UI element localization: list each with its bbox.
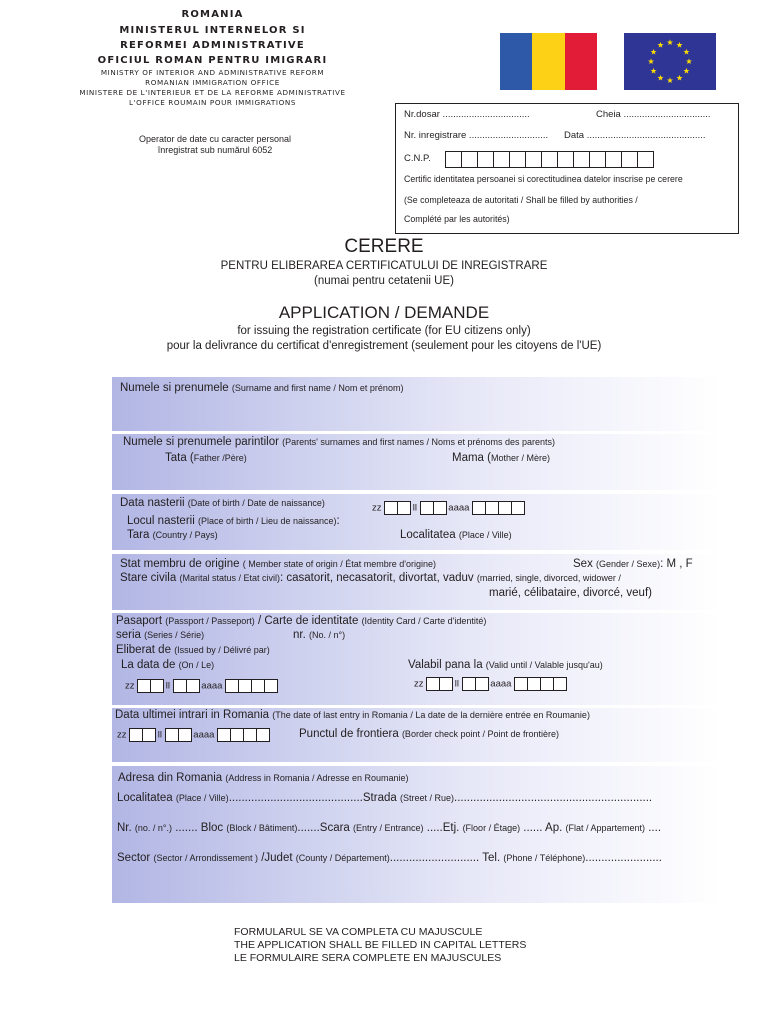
authority-note1: (Se completeaza de autoritati / Shall be filled by authorities / <box>404 195 638 205</box>
issue-date-label: La data de (On / Le) <box>121 659 215 671</box>
title-cerere-sub2: (numai pentru cetatenii UE) <box>314 275 454 287</box>
address-label: Adresa din Romania (Address in Romania / Adresse en Roumanie) <box>118 772 409 784</box>
passport-series-label: seria (Series / Série) <box>116 629 205 641</box>
section-parents[interactable] <box>112 434 722 490</box>
certify-text: Certific identitatea persoanei si corectitudinea datelor inscrise pe cerere <box>404 174 683 184</box>
passport-label: Pasaport (Passport / Passeport) / Carte de identitate (Identity Card / Carte d'identité) <box>116 615 487 627</box>
nr-inregistrare-field[interactable]: Nr. inregistrare .............................. <box>404 130 549 141</box>
footer-line1: FORMULARUL SE VA COMPLETA CU MAJUSCULE <box>234 926 483 938</box>
mother-label: Mama (Mother / Mère) <box>452 452 550 464</box>
header-ministry-fr: MINISTERE DE L'INTERIEUR ET DE LA REFORME ADMINISTRATIVE <box>79 88 346 97</box>
marital-status-label: Stare civila (Marital status / Etat civil): casatorit, necasatorit, divortat, vaduv (married, single, divorced, widower / <box>120 572 621 584</box>
cnp-boxes[interactable] <box>445 151 653 168</box>
sex-label: Sex (Gender / Sexe): M , F <box>573 558 693 570</box>
nr-dosar-field[interactable]: Nr.dosar ................................. <box>404 109 530 120</box>
section-address[interactable] <box>112 766 722 903</box>
title-application-en: for issuing the registration certificate (for EU citizens only) <box>237 325 531 337</box>
section-name[interactable] <box>112 377 722 431</box>
header-office-en: ROMANIAN IMMIGRATION OFFICE <box>145 78 280 87</box>
issued-by-label: Eliberat de (Issued by / Délivré par) <box>116 644 270 656</box>
eu-flag-icon <box>624 33 716 90</box>
address-line-locality: Localitatea (Place / Ville)..........................................Strada (Street / Rue).............................................................. <box>117 792 653 804</box>
passport-number-label: nr. (No. / n°) <box>293 629 346 641</box>
header-country: ROMANIA <box>181 9 244 20</box>
parents-label: Numele si prenumele parintilor (Parents' surnames and first names / Noms et prénoms des parents) <box>123 436 556 448</box>
valid-until-boxes: zz ll aaaa <box>414 677 566 691</box>
data-field[interactable]: Data ............................................. <box>564 130 706 141</box>
origin-state-label: Stat membru de origine ( Member state of origin / État membre d'origine) <box>120 558 437 570</box>
section-origin[interactable] <box>112 554 722 610</box>
birth-date-boxes: zz ll aaaa <box>372 501 524 515</box>
header-office-fr: L'OFFICE ROUMAIN POUR IMMIGRATIONS <box>129 98 296 107</box>
header-office: OFICIUL ROMAN PENTRU IMIGRARI <box>97 55 328 66</box>
title-application: APPLICATION / DEMANDE <box>278 303 490 322</box>
address-line-sector: Sector (Sector / Arrondissement ) /Judet (County / Département)............................ Tel. (Phone / Téléphone)........................ <box>117 852 662 864</box>
section-birth[interactable] <box>112 494 722 550</box>
border-point-label: Punctul de frontiera (Border check point / Point de frontière) <box>299 728 560 740</box>
section-last-entry[interactable] <box>112 708 722 762</box>
romanian-flag-icon <box>500 33 597 90</box>
footer-line2: THE APPLICATION SHALL BE FILLED IN CAPITAL LETTERS <box>234 939 527 951</box>
operator-line2: înregistrat sub numărul 6052 <box>157 145 273 155</box>
marital-status-fr: marié, célibataire, divorcé, veuf) <box>489 587 652 599</box>
birth-place-label: Locul nasterii (Place of birth / Lieu de naissance): <box>127 515 340 527</box>
birth-locality-label: Localitatea (Place / Ville) <box>400 529 512 541</box>
title-application-fr: pour la delivrance du certificat d'enregistrement (seulement pour les citoyens de l'UE) <box>166 340 602 352</box>
header-ministry-line1: MINISTERUL INTERNELOR SI <box>119 25 306 36</box>
address-line-building: Nr. (no. / n°.) ....... Bloc (Block / Bâtiment).......Scara (Entry / Entrance) .....Etj. (Floor / Étage) ...... Ap. (Flat / Appartement) .... <box>117 822 662 834</box>
header-ministry-line2: REFORMEI ADMINISTRATIVE <box>120 40 305 51</box>
operator-line1: Operator de date cu caracter personal <box>138 134 292 144</box>
authority-box <box>395 103 739 234</box>
section-passport[interactable] <box>112 613 722 705</box>
valid-until-label: Valabil pana la (Valid until / Valable jusqu'au) <box>408 659 603 671</box>
birth-date-label: Data nasterii (Date of birth / Date de naissance) <box>120 497 325 509</box>
cnp-label: C.N.P. <box>404 153 431 164</box>
title-cerere-sub1: PENTRU ELIBERAREA CERTIFICATULUI DE INREGISTRARE <box>220 260 548 272</box>
header-ministry-en: MINISTRY OF INTERIOR AND ADMINISTRATIVE REFORM <box>100 68 325 77</box>
cheia-field[interactable]: Cheia ................................. <box>596 109 711 120</box>
last-entry-boxes: zz ll aaaa <box>117 728 269 742</box>
father-label: Tata (Father /Père) <box>165 452 247 464</box>
name-label: Numele si prenumele (Surname and first name / Nom et prénom) <box>120 382 404 394</box>
authority-note2: Complété par les autorités) <box>404 214 510 224</box>
last-entry-label: Data ultimei intrari in Romania (The date of last entry in Romania / La date de la dernière entrée en Roumanie) <box>115 709 590 721</box>
title-cerere: CERERE <box>344 236 424 257</box>
footer-line3: LE FORMULAIRE SERA COMPLETE EN MAJUSCULES <box>234 952 502 964</box>
birth-country-label: Tara (Country / Pays) <box>127 529 218 541</box>
issue-date-boxes: zz ll aaaa <box>125 679 277 693</box>
